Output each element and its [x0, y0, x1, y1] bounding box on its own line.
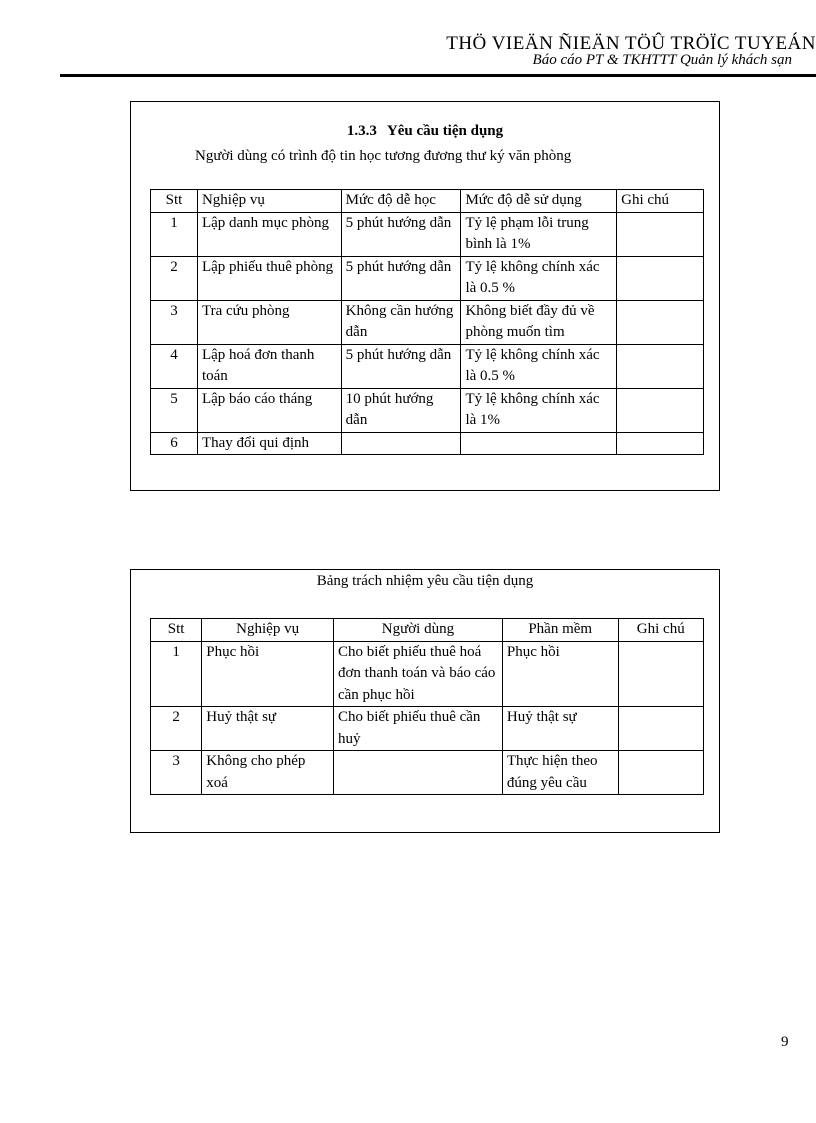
cell-notes	[617, 388, 704, 432]
cell-notes	[617, 256, 704, 300]
cell-task: Lập phiếu thuê phòng	[197, 256, 341, 300]
page-number: 9	[781, 1034, 789, 1050]
column-header-user: Người dùng	[333, 619, 502, 642]
table-row	[151, 707, 704, 751]
table-row	[151, 300, 704, 344]
cell-software: Huỷ thật sự	[502, 707, 618, 751]
cell-user	[333, 751, 502, 795]
table-row	[151, 432, 704, 455]
responsibility-table-box	[130, 569, 720, 833]
cell-ease-of-use: Tỷ lệ không chính xác là 0.5 %	[461, 256, 617, 300]
cell-learnability: 10 phút hướng dẫn	[341, 388, 461, 432]
cell-notes	[618, 641, 704, 707]
table-row	[151, 641, 704, 707]
usability-table	[150, 189, 704, 455]
table-header-row	[151, 619, 704, 642]
cell-notes	[617, 300, 704, 344]
cell-task: Phục hồi	[202, 641, 334, 707]
responsibility-table	[150, 618, 704, 795]
cell-stt: 1	[151, 212, 198, 256]
cell-software: Thực hiện theo đúng yêu cầu	[502, 751, 618, 795]
cell-task: Lập danh mục phòng	[197, 212, 341, 256]
cell-task: Tra cứu phòng	[197, 300, 341, 344]
section-heading: Yêu cầu tiện dụng	[386, 123, 504, 139]
table-row	[151, 751, 704, 795]
column-header-task: Nghiệp vụ	[197, 190, 341, 213]
page-header-subtitle: Báo cáo PT & TKHTTT Quản lý khách sạn	[532, 52, 792, 68]
cell-task: Thay đổi qui định	[197, 432, 341, 455]
column-header-notes: Ghi chú	[618, 619, 704, 642]
cell-learnability: 5 phút hướng dẫn	[341, 256, 461, 300]
cell-stt: 3	[151, 300, 198, 344]
column-header-stt: Stt	[151, 619, 202, 642]
column-header-learnability: Mức độ dễ học	[341, 190, 461, 213]
table-row	[151, 388, 704, 432]
section-number: 1.3.3	[346, 123, 377, 139]
table-header-row	[151, 190, 704, 213]
table-row	[151, 212, 704, 256]
cell-notes	[618, 707, 704, 751]
cell-stt: 5	[151, 388, 198, 432]
column-header-task: Nghiệp vụ	[202, 619, 334, 642]
column-header-ease-of-use: Mức độ dễ sử dụng	[461, 190, 617, 213]
table-row	[151, 256, 704, 300]
cell-user: Cho biết phiếu thuê cần huỷ	[333, 707, 502, 751]
header-divider	[60, 74, 816, 77]
cell-stt: 1	[151, 641, 202, 707]
cell-ease-of-use: Tỷ lệ phạm lỗi trung bình là 1%	[461, 212, 617, 256]
cell-stt: 6	[151, 432, 198, 455]
page-header-title: THÖ VIEÄN ÑIEÄN TÖÛ TRÖÏC TUYEÁN	[446, 33, 816, 54]
cell-stt: 3	[151, 751, 202, 795]
cell-learnability: 5 phút hướng dẫn	[341, 344, 461, 388]
cell-notes	[617, 432, 704, 455]
cell-ease-of-use	[461, 432, 617, 455]
cell-notes	[617, 344, 704, 388]
cell-learnability	[341, 432, 461, 455]
column-header-stt: Stt	[151, 190, 198, 213]
usability-requirements-box	[130, 101, 720, 491]
cell-stt: 2	[151, 707, 202, 751]
cell-ease-of-use: Tỷ lệ không chính xác là 0.5 %	[461, 344, 617, 388]
section-title: Bảng trách nhiệm yêu cầu tiện dụng	[316, 573, 534, 589]
cell-ease-of-use: Tỷ lệ không chính xác là 1%	[461, 388, 617, 432]
column-header-software: Phần mềm	[502, 619, 618, 642]
cell-task: Huỷ thật sự	[202, 707, 334, 751]
cell-learnability: Không cần hướng dẫn	[341, 300, 461, 344]
section-title	[131, 123, 719, 140]
section-description: Người dùng có trình độ tin học tương đương thư ký văn phòng	[195, 148, 572, 164]
cell-ease-of-use: Không biết đầy đủ về phòng muốn tìm	[461, 300, 617, 344]
cell-notes	[618, 751, 704, 795]
cell-stt: 4	[151, 344, 198, 388]
cell-notes	[617, 212, 704, 256]
cell-task: Không cho phép xoá	[202, 751, 334, 795]
cell-task: Lập báo cáo tháng	[197, 388, 341, 432]
cell-task: Lập hoá đơn thanh toán	[197, 344, 341, 388]
column-header-notes: Ghi chú	[617, 190, 704, 213]
cell-user: Cho biết phiếu thuê hoá đơn thanh toán và báo cáo cần phục hồi	[333, 641, 502, 707]
cell-stt: 2	[151, 256, 198, 300]
cell-software: Phục hồi	[502, 641, 618, 707]
cell-learnability: 5 phút hướng dẫn	[341, 212, 461, 256]
table-row	[151, 344, 704, 388]
